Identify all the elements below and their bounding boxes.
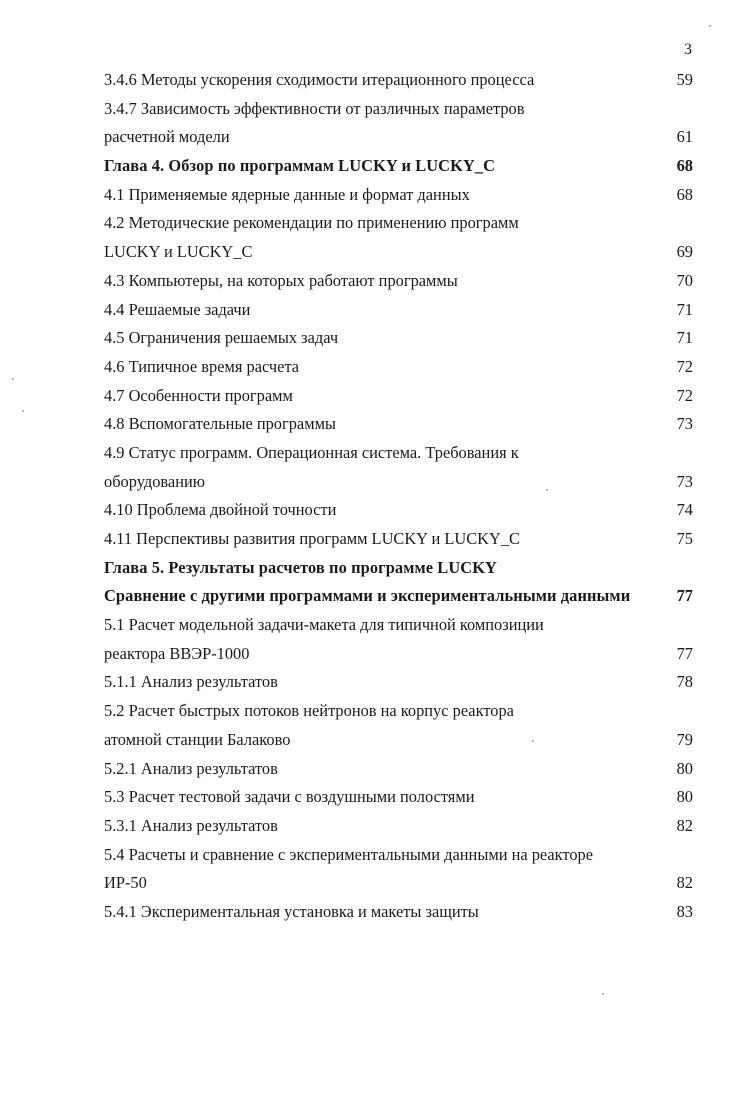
toc-entry-page: 73	[676, 471, 693, 491]
toc-entry	[0, 640, 733, 669]
toc-entry	[0, 783, 733, 812]
toc-entry-page: 77	[676, 586, 693, 606]
toc-entry-title: 3.4.6 Методы ускорения сходимости итерационного процесса	[104, 70, 535, 89]
toc-entry	[0, 611, 733, 640]
toc-entry-title: 4.7 Особенности программ	[104, 385, 293, 405]
toc-entry	[0, 410, 733, 439]
toc-entry-title: 5.2.1 Анализ результатов	[104, 758, 278, 778]
toc-entry-page: 73	[676, 414, 693, 434]
toc-entry	[0, 525, 733, 554]
scan-speck	[22, 410, 24, 412]
toc-entry-page: 79	[676, 729, 693, 749]
toc-entry-title: 5.3.1 Анализ результатов	[104, 815, 278, 835]
toc-entry-title: 4.10 Проблема двойной точности	[104, 500, 337, 520]
toc-entry-title: 4.2 Методические рекомендации по применению программ	[104, 213, 519, 233]
toc-entry-page: 77	[676, 643, 693, 663]
toc-entry-page: 72	[676, 356, 693, 376]
toc-entry-title: 4.9 Статус программ. Операционная система. Требования к	[104, 442, 519, 462]
toc-chapter-heading	[0, 152, 733, 181]
toc-entry-title: 4.5 Ограничения решаемых задач	[104, 328, 339, 348]
toc-entry-title: 5.1.1 Анализ результатов	[104, 672, 278, 692]
toc-entry-title: 5.2 Расчет быстрых потоков нейтронов на корпус реактора	[104, 701, 514, 721]
toc-entry-title: 4.6 Типичное время расчета	[104, 356, 300, 376]
toc-entry	[0, 439, 733, 468]
toc-chapter-heading	[0, 554, 733, 583]
toc-entry	[0, 898, 733, 927]
toc-entry-page: 82	[676, 815, 693, 835]
scan-speck	[12, 378, 14, 380]
toc-entry-title: Глава 5. Результаты расчетов по программе LUCKY	[104, 557, 497, 577]
toc-entry	[0, 496, 733, 525]
toc-entry-page: 70	[676, 270, 693, 290]
toc-entry	[0, 697, 733, 726]
toc-entry	[0, 726, 733, 755]
toc-entry-title: 4.1 Применяемые ядерные данные и формат данных	[104, 184, 470, 204]
toc-entry	[0, 668, 733, 697]
toc-entry	[0, 324, 733, 353]
toc-entry-page: 78	[676, 672, 693, 692]
toc-entry-title: Глава 4. Обзор по программам LUCKY и LUCKY_C	[104, 156, 496, 176]
toc-chapter-heading	[0, 582, 733, 611]
toc-entry-title: Сравнение с другими программами и экспериментальными данными	[104, 586, 631, 606]
toc-entry-page: 68	[676, 184, 693, 204]
scan-speck	[602, 993, 604, 995]
toc-entry-page: 82	[676, 873, 693, 893]
toc-entry-page: 80	[676, 758, 693, 778]
toc-entry-title: реактора ВВЭР-1000	[104, 643, 250, 663]
scan-speck	[709, 25, 711, 27]
toc-entry-title: ИР-50	[104, 873, 147, 893]
toc-entry-title: LUCKY и LUCKY_C	[104, 242, 253, 262]
toc-entry-page: 69	[676, 242, 693, 262]
toc-entry	[0, 238, 733, 267]
toc-entry	[0, 841, 733, 870]
scan-speck	[532, 740, 534, 742]
toc-entry	[0, 812, 733, 841]
toc-entry	[0, 869, 733, 898]
toc-entry-title: 5.3 Расчет тестовой задачи с воздушными полостями	[104, 787, 475, 807]
toc-entry	[0, 382, 733, 411]
toc-entry-title: атомной станции Балаково	[104, 729, 291, 749]
toc-entry-title: 4.4 Решаемые задачи	[104, 299, 251, 319]
toc-entry-page: 74	[676, 500, 693, 520]
toc-entry-title: 5.1 Расчет модельной задачи-макета для типичной композиции	[104, 615, 544, 635]
toc-entry	[0, 267, 733, 296]
toc-entry-page: 75	[676, 529, 693, 548]
toc-entry-title: 3.4.7 Зависимость эффективности от различных параметров	[104, 98, 525, 118]
toc-entry-page: 68	[676, 156, 693, 176]
toc-entry-title: 4.3 Компьютеры, на которых работают программы	[104, 270, 458, 290]
toc-entry-title: 5.4 Расчеты и сравнение с экспериментальными данными на реакторе	[104, 844, 594, 864]
toc-entry-title: 4.11 Перспективы развития программ LUCKY и LUCKY_C	[104, 529, 520, 548]
toc-entry-title: 5.4.1 Экспериментальная установка и макеты защиты	[104, 901, 479, 921]
toc-entry	[0, 95, 733, 124]
toc-entry-page: 83	[676, 901, 693, 921]
toc-entry-page: 80	[676, 787, 693, 807]
toc-entry-title: расчетной модели	[104, 127, 230, 147]
toc-entry-page: 72	[676, 385, 693, 405]
toc-entry	[0, 296, 733, 325]
toc-entry-title: оборудованию	[104, 471, 205, 491]
table-of-contents	[0, 66, 733, 927]
toc-entry-page: 59	[676, 70, 693, 89]
page-number: 3	[684, 41, 692, 58]
toc-entry	[0, 353, 733, 382]
toc-entry	[0, 209, 733, 238]
toc-entry	[0, 468, 733, 497]
toc-entry	[0, 755, 733, 784]
toc-entry	[0, 66, 733, 95]
toc-entry-page: 71	[676, 299, 693, 319]
scan-speck	[546, 489, 548, 491]
toc-entry	[0, 181, 733, 210]
toc-entry	[0, 123, 733, 152]
toc-entry-page: 71	[676, 328, 693, 348]
toc-entry-page: 61	[676, 127, 693, 147]
toc-entry-title: 4.8 Вспомогательные программы	[104, 414, 336, 434]
